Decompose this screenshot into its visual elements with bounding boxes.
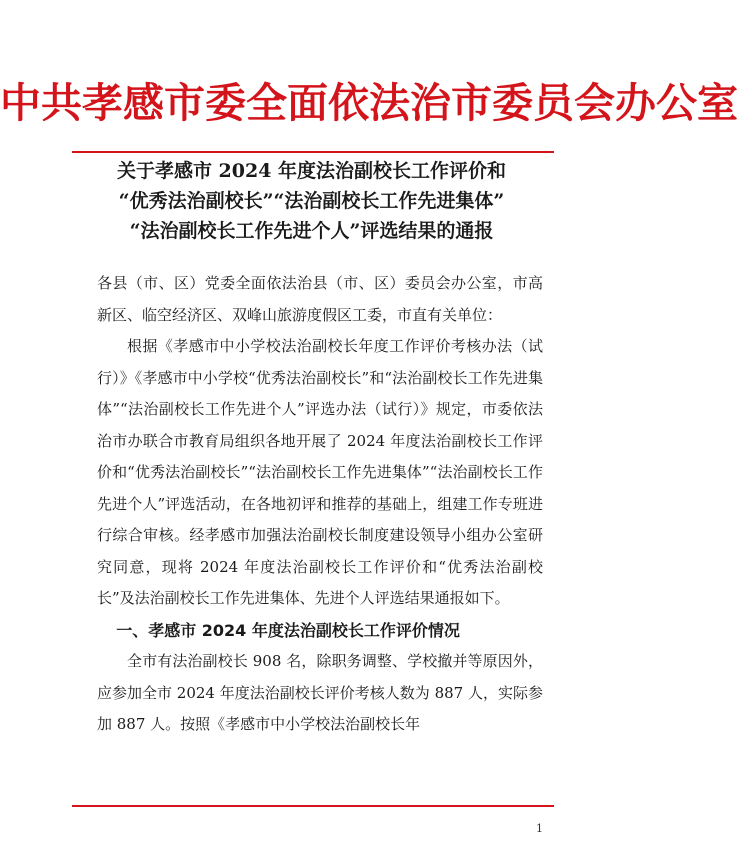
body-paragraph: 根据《孝感市中小学校法治副校长年度工作评价考核办法（试行）》《孝感市中小学校“优秀法治副校长”和“法治副校长工作先进集体”“法治副校长工作先进个人”评选办法（试行）》规定，市委依法治市办联合市教育局组织各地开展了 2024 年度法治副校长工作评价和“优秀法治副校长”“法治副校长工作先进集体”“法治副校长工作先进个人”评选活动，在各地初评和推荐的基础上，组建工作专班进行综合审核。经孝感市加强法治副校长制度建设领导小组办公室研究同意，现将 2024 年度法治副校长工作评价和“优秀法治副校长”及法治副校长工作先进集体、先进个人评选结果通报如下。 [97,337,543,607]
section-heading: 一、孝感市 2024 年度法治副校长工作评价情况 [116,620,460,640]
notice-title-line: 关于孝感市 2024 年度法治副校长工作评价和 [116,160,507,182]
footer-red-rule [72,805,554,807]
body-paragraph: 全市有法治副校长 908 名，除职务调整、学校撤并等原因外，应参加全市 2024 年度法治副校长评价考核人数为 887 人，实际参加 887 人。按照《孝感市中小学校法治副校长年 [97,652,543,733]
notice-title-line: “法治副校长工作先进个人”评选结果的通报 [129,220,494,242]
page-number: 1 [536,822,543,835]
addressee: 各县（市、区）党委全面依法治县（市、区）委员会办公室，市高新区、临空经济区、双峰山旅游度假区工委，市直有关单位： [97,274,543,324]
masthead-title: 中共孝感市委全面依法治市委员会办公室 [0,79,738,127]
notice-title [40,156,583,246]
notice-body [97,268,543,741]
masthead-red-rule [72,151,554,153]
notice-title-line: “优秀法治副校长”“法治副校长工作先进集体” [118,190,505,212]
